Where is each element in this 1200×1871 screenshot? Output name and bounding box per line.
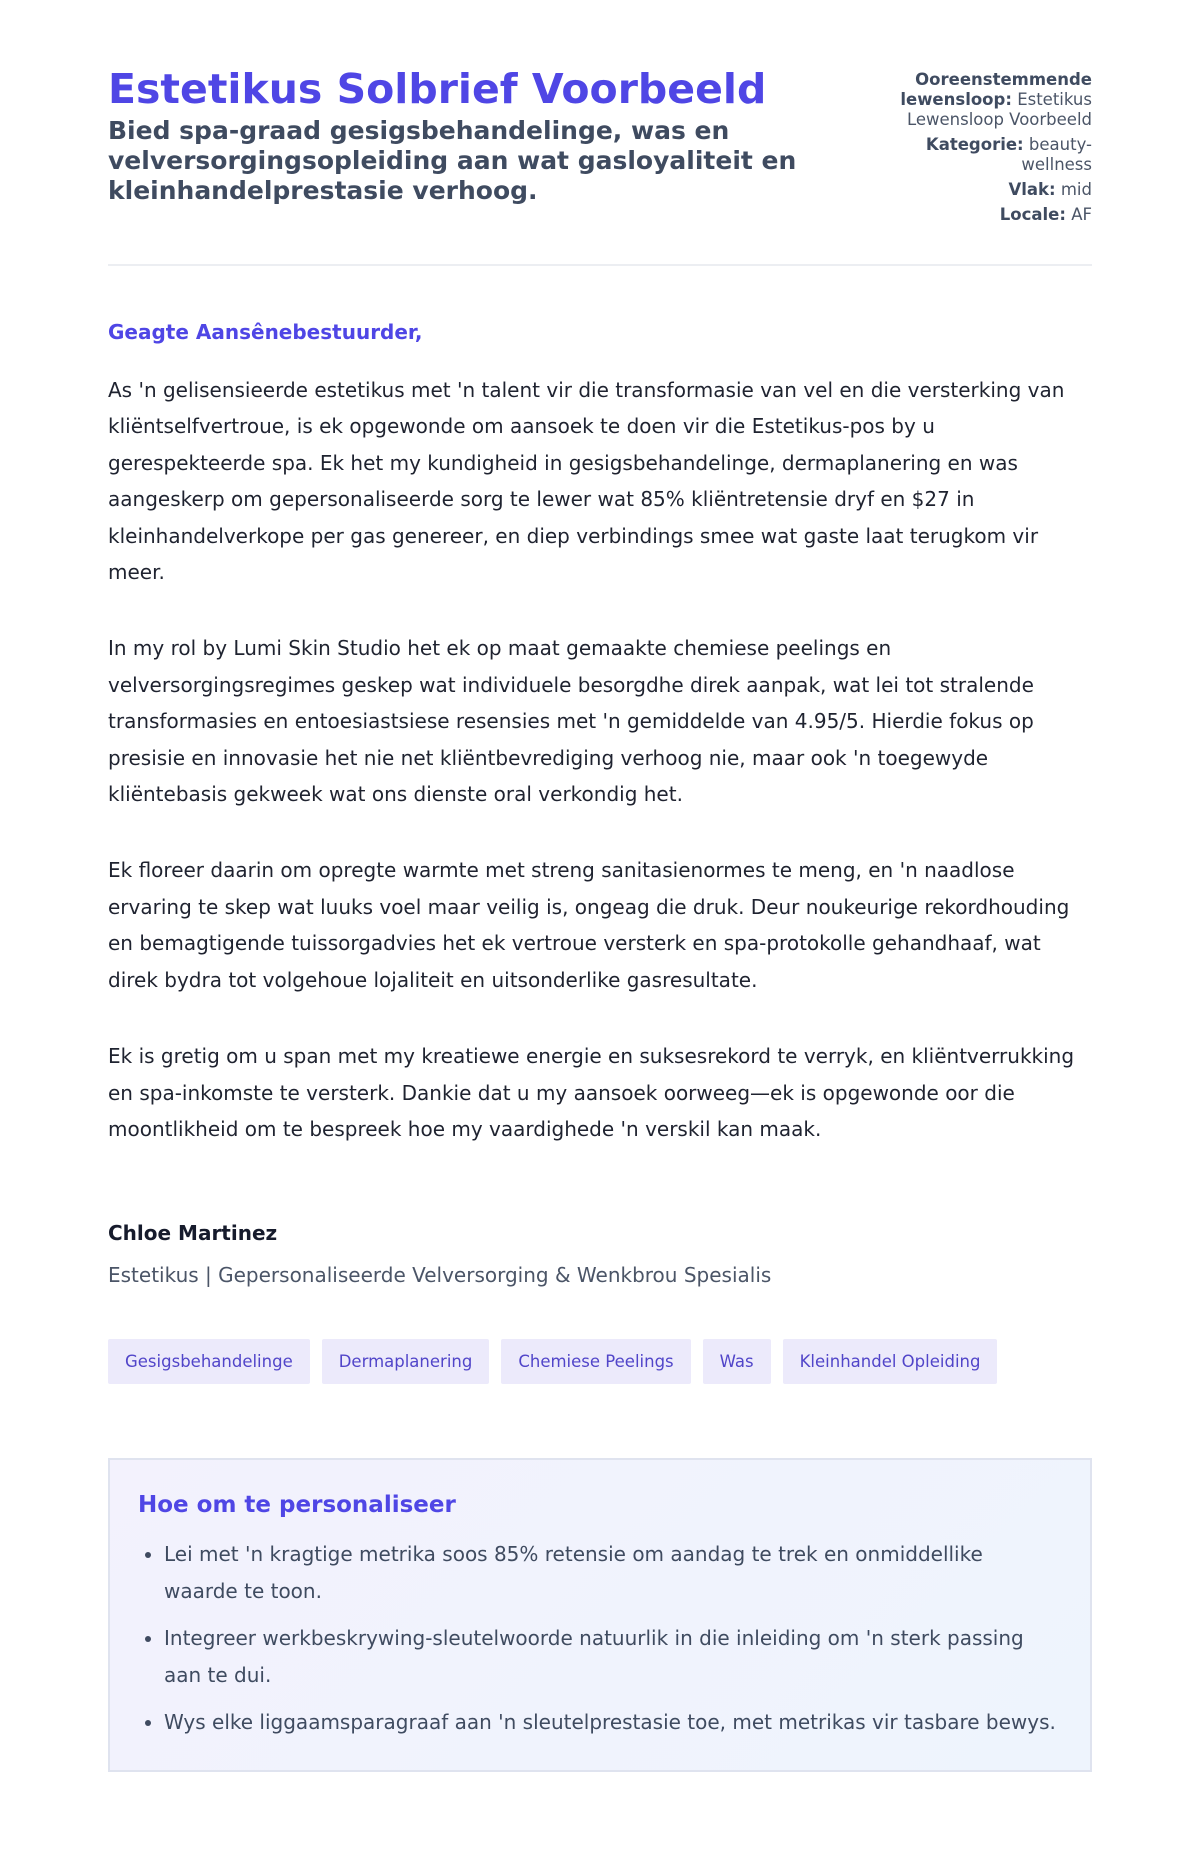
meta-key: Ooreenstemmende lewensloop: <box>900 70 1092 109</box>
skill-tag: Chemiese Peelings <box>501 1339 690 1384</box>
signature-name: Chloe Martinez <box>108 1221 278 1246</box>
meta-matching-resume <box>882 70 1092 130</box>
tip-item: • Wys elke liggaamsparagraaf aan 'n sleutelprestasie toe, met metrikas vir tasbare bewys. <box>164 1704 1062 1740</box>
meta-value: Estetikus Lewensloop Voorbeeld <box>906 90 1092 129</box>
tip-item: • Integreer werkbeskrywing-sleutelwoorde natuurlik in die inleiding om 'n sterk passing aan te dui. <box>164 1620 1062 1693</box>
letter-paragraph: Ek floreer daarin om opregte warmte met streng sanitasienormes te meng, en 'n naadlose ervaring te skep wat luuks voel maar veilig is, ongeag die druk. Deur noukeurige rekordhouding en bemagtigende tuissorgadvies het ek vertroue versterk en spa-protokolle gehandhaaf, wat direk bydra tot volgehoue lojaliteit en uitsonderlike gasresultate. <box>108 858 1070 992</box>
page-title: Estetikus Solbrief Voorbeeld <box>108 65 767 113</box>
tips-list <box>138 1536 1062 1740</box>
meta-key: Locale: <box>999 205 1066 224</box>
personalize-tips-box <box>108 1458 1092 1772</box>
letter-body <box>108 318 1092 1289</box>
skill-tags <box>108 1339 1092 1384</box>
tips-title: Hoe om te personaliseer <box>138 1492 456 1519</box>
letter-paragraph: As 'n gelisensieerde estetikus met 'n talent vir die transformasie van vel en die versterking van kliëntselfvertroue, is ek opgewonde om aansoek te doen vir die Estetikus-pos by u gerespekteerde spa. Ek het my kundigheid in gesigsbehandelinge, dermaplanering en was aangeskerp om gepersonaliseerde sorg te lewer wat 85% kliëntretensie dryf en $27 in kleinhandelverkope per gas genereer, en diep verbindings smee wat gaste laat terugkom vir meer. <box>108 378 1065 585</box>
salutation: Geagte Aansênebestuurder, <box>108 320 423 344</box>
meta-key: Vlak: <box>1008 180 1056 199</box>
meta-locale <box>882 205 1092 225</box>
signature-block <box>108 1219 1092 1289</box>
meta-value: mid <box>1060 180 1092 199</box>
signature-tagline: Estetikus | Gepersonaliseerde Velversorging & Wenkbrou Spesialis <box>108 1263 772 1288</box>
meta-key: Kategorie: <box>925 135 1024 154</box>
meta-level <box>882 180 1092 200</box>
page-subtitle: Bied spa-graad gesigsbehandelinge, was en velversorgingsopleiding aan wat gasloyaliteit en kleinhandelprestasie verhoog. <box>108 116 797 205</box>
meta-category <box>882 135 1092 175</box>
meta-value: AF <box>1071 205 1092 224</box>
letter-paragraph: In my rol by Lumi Skin Studio het ek op maat gemaakte chemiese peelings en velversorgingsregimes geskep wat individuele besorgdhe direk aanpak, wat lei tot stralende transformasies en entoesiastsiese resensies met 'n gemiddelde van 4.95/5. Hierdie fokus op presisie en innovasie het nie net kliëntbevrediging verhoog nie, maar ook 'n toegewyde kliëntebasis gekweek wat ons dienste oral verkondig het. <box>108 636 1034 807</box>
page-header <box>108 64 1092 266</box>
letter-paragraph: Ek is gretig om u span met my kreatiewe energie en suksesrekord te verryk, en kliëntverrukking en spa-inkomste te versterk. Dankie dat u my aansoek oorweeg—ek is opgewonde oor die moontlikheid om te bespreek hoe my vaardighede 'n verskil kan maak. <box>108 1044 1075 1141</box>
tip-item: • Lei met 'n kragtige metrika soos 85% retensie om aandag te trek en onmiddellike waarde te toon. <box>164 1536 1062 1609</box>
meta-panel <box>882 70 1092 230</box>
meta-value: beauty-wellness <box>1021 135 1092 174</box>
skill-tag: Was <box>703 1339 771 1384</box>
skill-tag: Kleinhandel Opleiding <box>783 1339 998 1384</box>
header-titles <box>108 64 828 206</box>
skill-tag: Dermaplanering <box>322 1339 490 1384</box>
skill-tag: Gesigsbehandelinge <box>108 1339 310 1384</box>
